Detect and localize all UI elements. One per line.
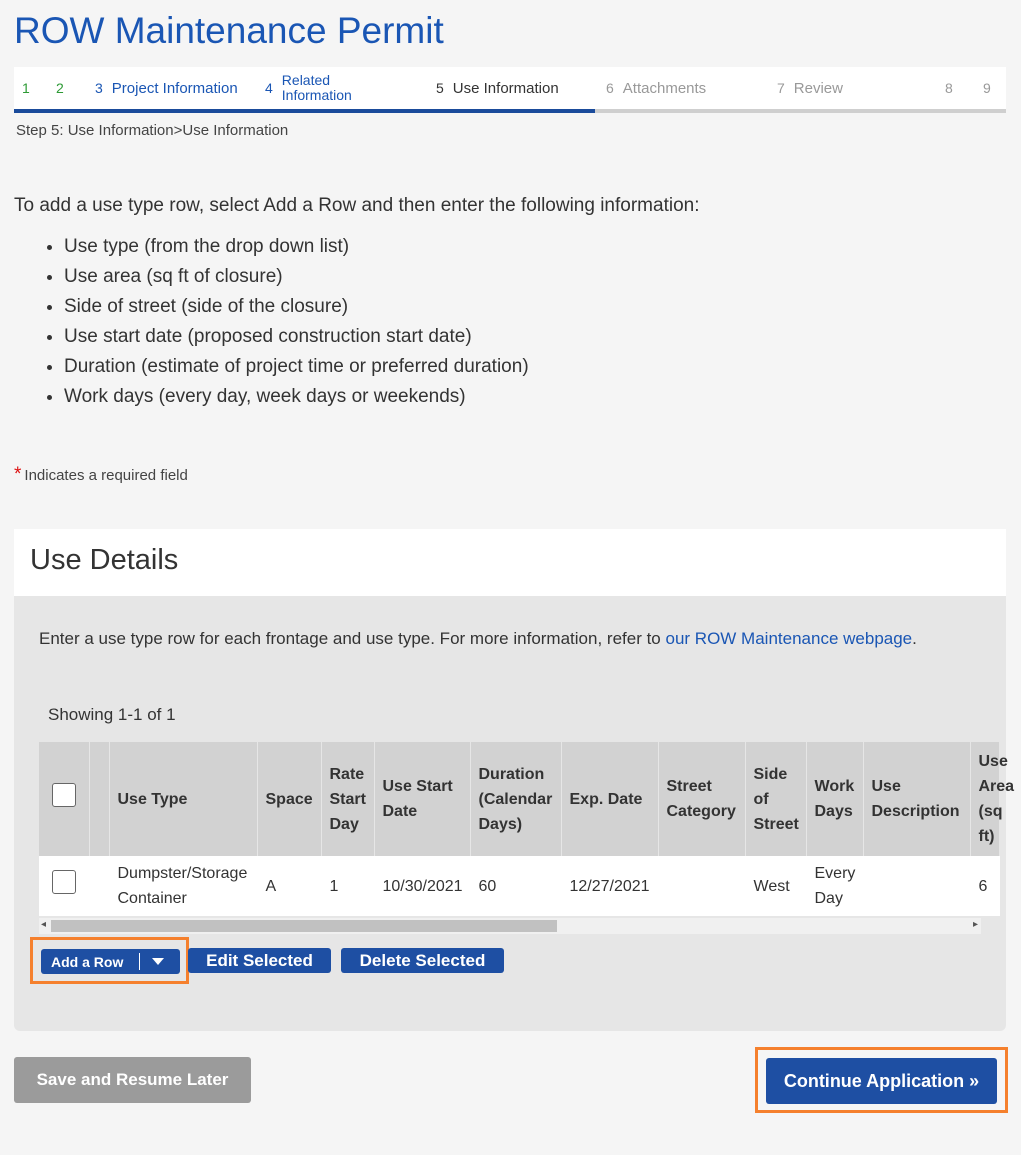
add-row-button[interactable] (41, 949, 180, 974)
step-number: 9 (983, 80, 991, 96)
cell-rate-start-day: 1 (321, 856, 374, 916)
button-divider (139, 953, 140, 970)
step-number: 5 (436, 80, 444, 96)
page-title: ROW Maintenance Permit (14, 10, 444, 51)
steps-progress (14, 109, 595, 113)
step-7-review (777, 67, 843, 109)
step-label: Use Information (452, 79, 559, 97)
row-checkbox[interactable] (52, 870, 76, 894)
row-select-cell (39, 856, 89, 916)
list-item: • Use area (sq ft of closure) (64, 262, 529, 292)
continue-highlight (755, 1047, 1008, 1113)
cell-use-description (863, 856, 970, 916)
edit-selected-button[interactable]: Edit Selected (188, 948, 331, 973)
step-number: 6 (606, 80, 614, 96)
add-row-label: Add a Row (51, 953, 124, 970)
required-asterisk: * (14, 464, 22, 485)
cell-duration: 60 (470, 856, 561, 916)
save-and-resume-later-button[interactable]: Save and Resume Later (14, 1057, 251, 1103)
table-header-row (39, 742, 999, 856)
cell-work-days: Every Day (806, 856, 863, 916)
step-9 (983, 67, 1000, 109)
select-all-cell (39, 742, 89, 856)
step-label: Project Information (111, 79, 238, 97)
column-header-use-area[interactable]: Use Area (sq ft) (970, 742, 999, 856)
cell-space: A (257, 856, 321, 916)
column-header-duration[interactable]: Duration (Calendar Days) (470, 742, 561, 856)
breadcrumb-page: Use Information (182, 122, 289, 139)
column-header-use-description[interactable]: Use Description (863, 742, 970, 856)
use-details-table (39, 742, 1015, 934)
scroll-left-icon[interactable]: ◂ (41, 919, 47, 930)
column-header-use-type[interactable]: Use Type (109, 742, 257, 856)
cell-street-category (658, 856, 745, 916)
use-details-header (14, 529, 1006, 596)
step-number: 2 (56, 80, 64, 96)
step-number: 7 (777, 80, 785, 96)
breadcrumb-separator: : (59, 122, 64, 139)
step-number: 1 (22, 80, 30, 96)
description-text: Enter a use type row for each frontage and use type. For more information, refer to (39, 629, 666, 648)
row-maintenance-webpage-link[interactable]: our ROW Maintenance webpage (665, 629, 913, 648)
column-header-use-start-date[interactable]: Use Start Date (374, 742, 470, 856)
step-3-project-information[interactable] (95, 67, 238, 109)
step-label: Review (793, 79, 843, 97)
step-2[interactable] (56, 67, 73, 109)
step-label: Attachments (622, 79, 707, 97)
step-5-use-information (436, 67, 559, 109)
breadcrumb-step: Step 5 (16, 122, 60, 139)
instruction-list (46, 232, 529, 412)
scroll-right-icon[interactable]: ▸ (972, 919, 978, 930)
spacer-header (89, 742, 109, 856)
cell-use-start-date: 10/30/2021 (374, 856, 470, 916)
list-item: • Use type (from the drop down list) (64, 232, 529, 262)
cell-exp-date: 12/27/2021 (561, 856, 658, 916)
table-row[interactable] (39, 856, 999, 916)
scrollbar-thumb[interactable] (51, 920, 557, 932)
list-item: • Duration (estimate of project time or preferred duration) (64, 352, 529, 382)
column-header-rate-start-day[interactable]: Rate Start Day (321, 742, 374, 856)
add-row-highlight (30, 937, 189, 984)
cell-side-of-street: West (745, 856, 806, 916)
select-all-checkbox[interactable] (52, 783, 76, 807)
step-label: Related Information (281, 72, 352, 103)
step-8 (945, 67, 962, 109)
showing-count: Showing 1-1 of 1 (48, 705, 176, 724)
column-header-side-of-street[interactable]: Side of Street (745, 742, 806, 856)
breadcrumb-section: Use Information (67, 122, 174, 139)
steps-bar (14, 67, 1006, 113)
step-number: 8 (945, 80, 953, 96)
intro-text: To add a use type row, select Add a Row and then enter the following information: (14, 195, 700, 216)
horizontal-scrollbar[interactable] (39, 918, 981, 934)
column-header-street-category[interactable]: Street Category (658, 742, 745, 856)
delete-selected-button[interactable]: Delete Selected (341, 948, 504, 973)
list-item: • Use start date (proposed construction start date) (64, 322, 529, 352)
step-6-attachments (606, 67, 706, 109)
list-item: • Side of street (side of the closure) (64, 292, 529, 322)
column-header-exp-date[interactable]: Exp. Date (561, 742, 658, 856)
list-item: • Work days (every day, week days or weekends) (64, 382, 529, 412)
use-details-description (39, 629, 917, 649)
step-1[interactable] (22, 67, 39, 109)
required-note-text: Indicates a required field (24, 467, 188, 484)
breadcrumb (16, 122, 288, 139)
column-header-work-days[interactable]: Work Days (806, 742, 863, 856)
spacer-cell (89, 856, 109, 916)
chevron-down-icon[interactable] (152, 958, 164, 965)
cell-use-type: Dumpster/Storage Container (109, 856, 257, 916)
column-header-space[interactable]: Space (257, 742, 321, 856)
step-4-related-information[interactable] (265, 67, 372, 109)
description-end: . (912, 629, 917, 648)
step-number: 3 (95, 80, 103, 96)
required-field-note (14, 464, 188, 486)
use-details-title: Use Details (30, 544, 179, 576)
step-number: 4 (265, 80, 273, 96)
cell-use-area: 6 (970, 856, 999, 916)
breadcrumb-separator: > (173, 122, 183, 139)
continue-application-button[interactable]: Continue Application » (766, 1058, 997, 1104)
